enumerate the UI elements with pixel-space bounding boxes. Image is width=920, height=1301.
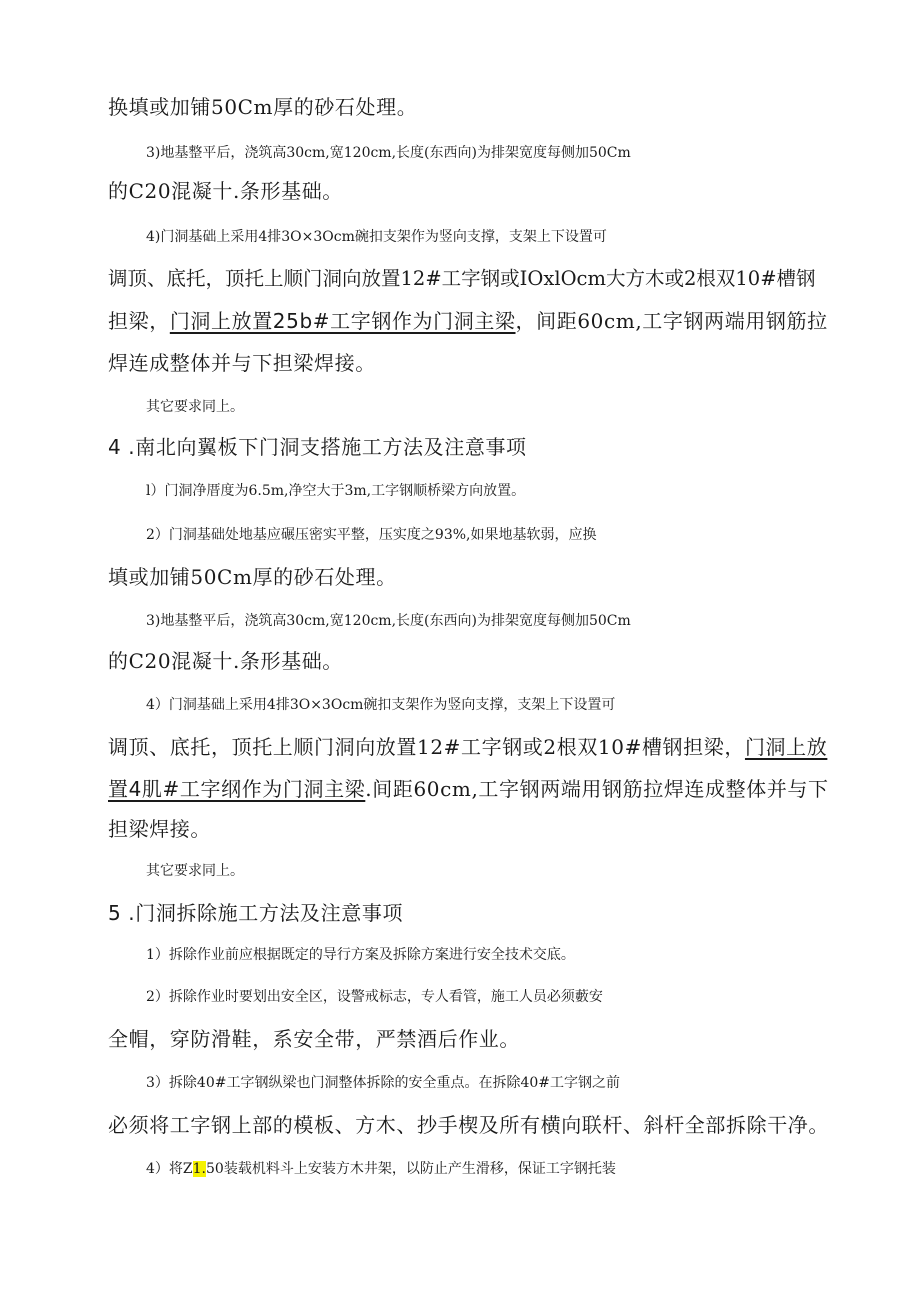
text-line: 其它要求同上。 xyxy=(146,863,244,879)
text-line: 调顶、底托，顶托上顺门洞向放置12#工字钢或IOxlOcm大方木或2根双10#槽钢 xyxy=(108,267,816,290)
text-span: 担梁， xyxy=(108,309,170,333)
text-span: .间距60cm,工字钢两端用钢筋拉焊连成整体并与下 xyxy=(365,777,829,801)
text-line: 担梁焊接。 xyxy=(108,817,211,841)
text-line: 4)门洞基础上采用4排3O×3Ocm碗扣支架作为竖向支撑，支架上下设置可 xyxy=(146,229,607,245)
text-span: 50装载机料斗上安装方木井架，以防止产生滑移，保证工字钢托装 xyxy=(206,1161,616,1177)
text-line: 其它要求同上。 xyxy=(146,399,244,415)
text-line: 的C20混凝十.条形基础。 xyxy=(108,179,343,203)
text-span: 4）将Z xyxy=(146,1161,193,1177)
text-line xyxy=(146,1152,886,1186)
text-line: 焊连成整体并与下担梁焊接。 xyxy=(108,351,376,375)
text-line: 填或加铺50Cm厚的砂石处理。 xyxy=(108,565,397,589)
text-line: 3)地基整平后，浇筑高30cm,宽120cm,长度(东西向)为排架宽度每侧加50Cm xyxy=(146,145,631,161)
text-line: 2）门洞基础处地基应碾压密实平整，压实度之93%,如果地基软弱，应换 xyxy=(146,527,597,543)
text-line: 2）拆除作业时要划出安全区，设警戒标志，专人看管，施工人员必须藪安 xyxy=(146,989,603,1005)
text-line: 3）拆除40#工字钢纵梁也门洞整体拆除的安全重点。在拆除40#工字钢之前 xyxy=(146,1075,620,1091)
text-line: l）门洞净厝度为6.5m,净空大于3m,工字钢顺桥梁方向放置。 xyxy=(146,483,526,499)
text-line: 3)地基整平后，浇筑高30cm,宽120cm,长度(东西向)为排架宽度每侧加50Cm xyxy=(146,613,631,629)
text-line xyxy=(108,730,848,764)
underlined-text: 门洞上放置25b#工字钢作为门洞主梁 xyxy=(169,309,516,333)
underlined-text: 置4肌#工字纲作为门洞主梁 xyxy=(108,777,366,801)
section-heading: 5 .门洞拆除施工方法及注意事项 xyxy=(108,901,404,925)
text-span: 调顶、底托，顶托上顺门洞向放置12#工字钢或2根双10#槽钢担梁， xyxy=(108,735,745,759)
text-line: 4）门洞基础上采用4排3O×3Ocm碗扣支架作为竖向支撑，支架上下设置可 xyxy=(146,697,616,713)
text-line: 必须将工字钢上部的模板、方木、抄手楔及所有横向联杆、斜杆全部拆除干净。 xyxy=(108,1113,829,1137)
text-line: 全帽，穿防滑鞋，系安全带，严禁酒后作业。 xyxy=(108,1027,520,1051)
text-span: ，间距60cm,工字钢两端用钢筋拉 xyxy=(515,309,828,333)
text-line: 的C20混凝十.条形基础。 xyxy=(108,649,343,673)
text-line: 1）拆除作业前应根据既定的导行方案及拆除方案进行安全技术交底。 xyxy=(146,947,575,963)
section-heading: 4 .南北向翼板下门洞支搭施工方法及注意事项 xyxy=(108,435,527,459)
text-line: 换填或加铺50Cm厚的砂石处理。 xyxy=(108,95,418,119)
highlighted-text: 1. xyxy=(192,1161,206,1177)
underlined-text: 门洞上放 xyxy=(744,735,828,759)
text-line xyxy=(108,304,848,338)
text-line xyxy=(108,772,848,806)
